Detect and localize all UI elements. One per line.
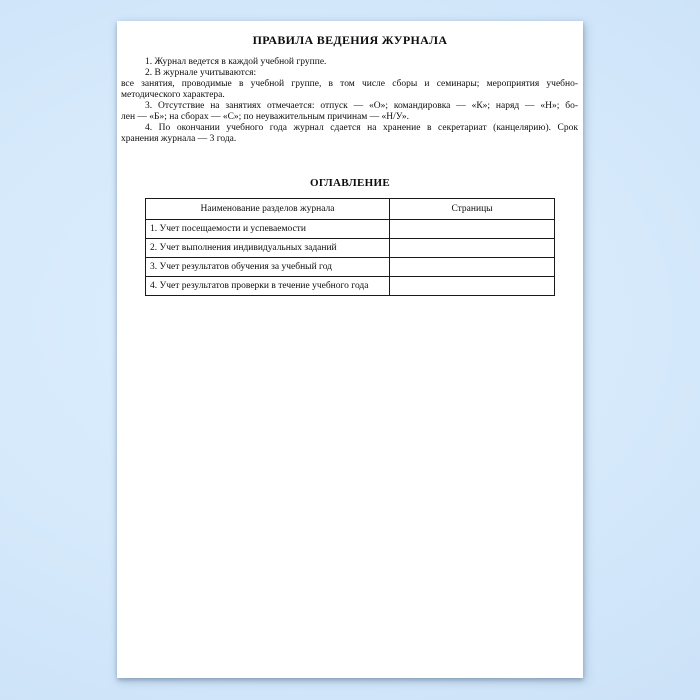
pages-cell	[390, 239, 555, 258]
body-line: 4. По окончании учебного года журнал сдается на хранение в секретариат (канцелярию). Срок	[145, 123, 578, 133]
body-line: 1. Журнал ведется в каждой учебной группе.	[145, 57, 327, 67]
toc-table	[145, 198, 555, 296]
body-line: хранения журнала — 3 года.	[121, 134, 237, 144]
toc-table-body	[146, 220, 555, 296]
pages-cell	[390, 220, 555, 239]
body-line: лен — «Б»; на сборах — «С»; по неуважительным причинам — «Н/У».	[121, 112, 410, 122]
body-line: методического характера.	[121, 90, 225, 100]
body-line: 2. В журнале учитываются:	[145, 68, 257, 78]
section-cell: 4. Учет результатов проверки в течение учебного года	[146, 277, 390, 296]
body-line: все занятия, проводимые в учебной группе, в том числе сборы и семинары; мероприятия учебно-	[121, 79, 578, 89]
column-header-section: Наименование разделов журнала	[146, 199, 390, 220]
document-title: ПРАВИЛА ВЕДЕНИЯ ЖУРНАЛА	[252, 33, 448, 47]
body-line: 3. Отсутствие на занятиях отмечается: отпуск — «О»; командировка — «К»; наряд — «Н»; бо-	[145, 101, 578, 111]
table-row	[146, 239, 555, 258]
table-row	[146, 258, 555, 277]
table-row	[146, 220, 555, 239]
pages-cell	[390, 277, 555, 296]
section-cell: 3. Учет результатов обучения за учебный год	[146, 258, 390, 277]
column-header-pages: Страницы	[390, 199, 555, 220]
section-cell: 1. Учет посещаемости и успеваемости	[146, 220, 390, 239]
section-cell: 2. Учет выполнения индивидуальных заданий	[146, 239, 390, 258]
document-page	[117, 21, 583, 678]
document-body	[117, 57, 583, 145]
pages-cell	[390, 258, 555, 277]
toc-heading: ОГЛАВЛЕНИЕ	[310, 177, 390, 189]
toc-table-head	[146, 199, 555, 220]
table-row	[146, 277, 555, 296]
table-header-row	[146, 199, 555, 220]
